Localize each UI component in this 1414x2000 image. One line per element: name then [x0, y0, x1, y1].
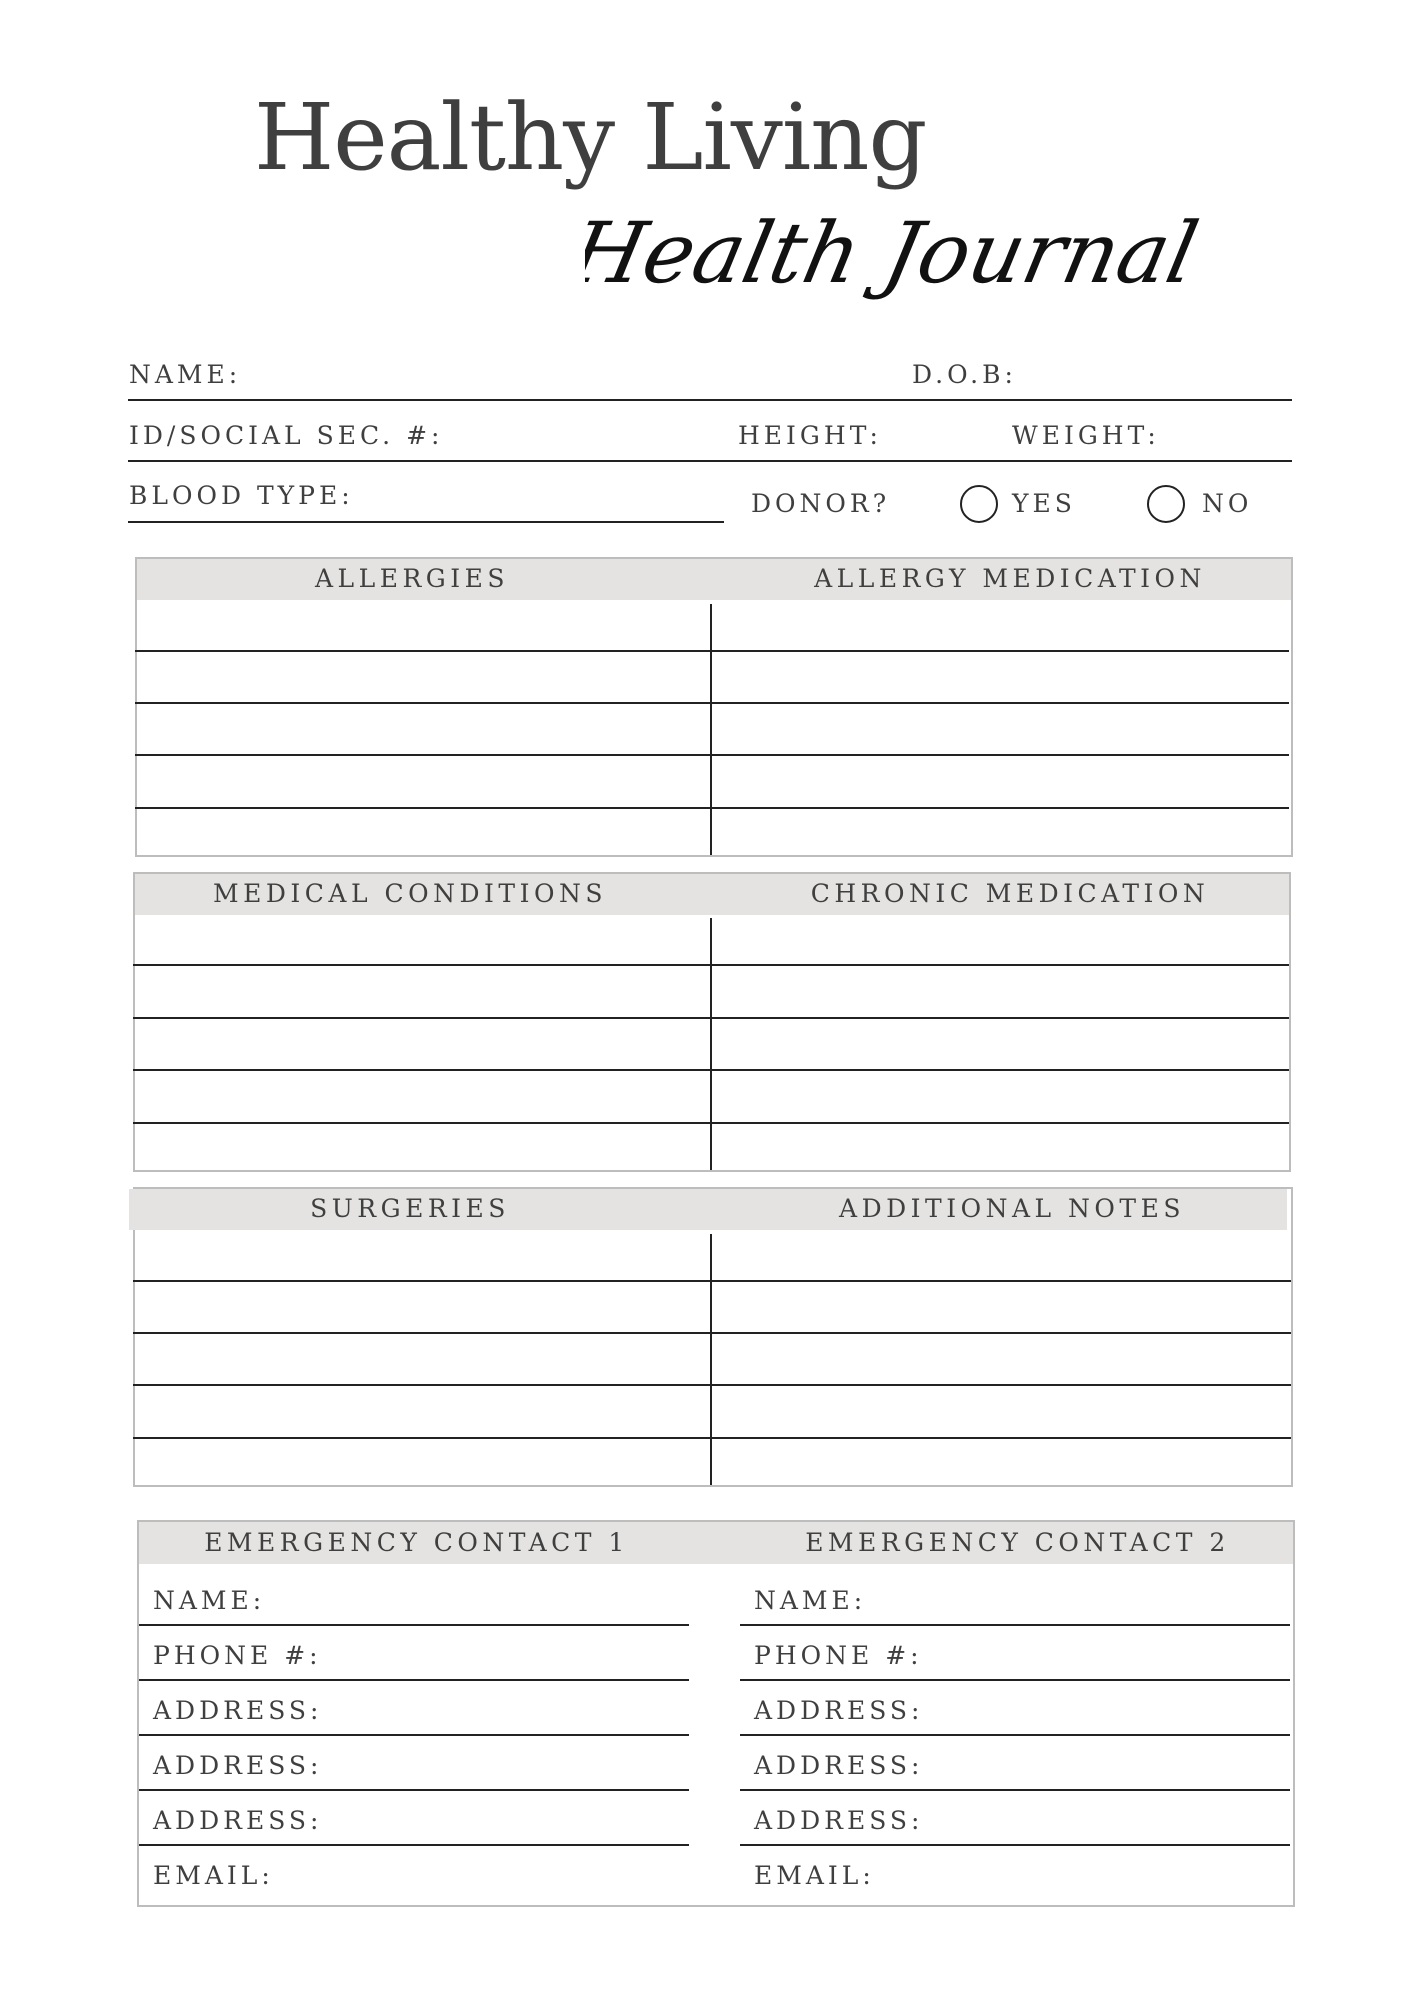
- conditions-table: [133, 872, 1291, 1172]
- table-row[interactable]: [133, 1122, 1289, 1124]
- allergies-heading: ALLERGIES: [314, 564, 510, 593]
- contact2-address-line-3[interactable]: [740, 1844, 1290, 1846]
- contact2-address-label-3: ADDRESS:: [754, 1806, 924, 1835]
- contact2-phone-label: PHONE #:: [754, 1641, 923, 1670]
- contact1-address-line-3[interactable]: [139, 1844, 689, 1846]
- name-label: NAME:: [129, 360, 242, 389]
- table-row[interactable]: [133, 1332, 1291, 1334]
- allergies-table: [135, 557, 1293, 857]
- donor-yes-radio[interactable]: [960, 485, 998, 523]
- contact1-address-line-2[interactable]: [139, 1789, 689, 1791]
- contact2-email-label: EMAIL:: [754, 1861, 875, 1890]
- contact1-address-line-1[interactable]: [139, 1734, 689, 1736]
- contact2-name-line[interactable]: [740, 1624, 1290, 1626]
- table-row[interactable]: [135, 807, 1289, 809]
- page-title: Healthy Living: [254, 84, 927, 191]
- contact2-phone-line[interactable]: [740, 1679, 1290, 1681]
- contact2-name-label: NAME:: [754, 1586, 867, 1615]
- subtitle-text: Health Journal: [585, 204, 1206, 303]
- contact1-name-line[interactable]: [139, 1624, 689, 1626]
- table-row[interactable]: [135, 650, 1289, 652]
- surgeries-heading: SURGERIES: [310, 1194, 510, 1223]
- table-row[interactable]: [135, 754, 1289, 756]
- allergies-divider: [710, 604, 712, 855]
- weight-label: WEIGHT:: [1012, 421, 1160, 450]
- id-label: ID/SOCIAL SEC. #:: [129, 421, 444, 450]
- table-row[interactable]: [133, 964, 1289, 966]
- conditions-divider: [710, 918, 712, 1170]
- donor-no-radio[interactable]: [1147, 485, 1185, 523]
- allergy-medication-heading: ALLERGY MEDICATION: [814, 564, 1206, 593]
- contact1-name-label: NAME:: [153, 1586, 266, 1615]
- contact1-address-label-3: ADDRESS:: [153, 1806, 323, 1835]
- height-label: HEIGHT:: [738, 421, 882, 450]
- table-row[interactable]: [133, 1384, 1291, 1386]
- table-row[interactable]: [133, 1437, 1291, 1439]
- table-row[interactable]: [133, 1017, 1289, 1019]
- contact1-phone-label: PHONE #:: [153, 1641, 322, 1670]
- donor-yes-label: YES: [1012, 489, 1076, 518]
- contact2-address-line-2[interactable]: [740, 1789, 1290, 1791]
- page-subtitle-script: [585, 190, 1245, 344]
- donor-no-label: NO: [1202, 489, 1253, 518]
- contact2-address-label-1: ADDRESS:: [754, 1696, 924, 1725]
- surgeries-divider: [710, 1234, 712, 1485]
- contact1-address-label-2: ADDRESS:: [153, 1751, 323, 1780]
- contact2-address-label-2: ADDRESS:: [754, 1751, 924, 1780]
- blood-type-line[interactable]: [128, 521, 724, 523]
- contact2-address-line-1[interactable]: [740, 1734, 1290, 1736]
- table-row[interactable]: [133, 1069, 1289, 1071]
- medical-conditions-heading: MEDICAL CONDITIONS: [213, 879, 607, 908]
- surgeries-table: [133, 1187, 1293, 1487]
- contact1-address-label-1: ADDRESS:: [153, 1696, 323, 1725]
- dob-label: D.O.B:: [912, 360, 1017, 389]
- additional-notes-heading: ADDITIONAL NOTES: [839, 1194, 1185, 1223]
- chronic-medication-heading: CHRONIC MEDICATION: [810, 879, 1210, 908]
- emergency-contact-2-title: EMERGENCY CONTACT 2: [805, 1528, 1230, 1557]
- blood-type-label: BLOOD TYPE:: [129, 481, 354, 510]
- table-row[interactable]: [135, 702, 1289, 704]
- contact1-email-label: EMAIL:: [153, 1861, 274, 1890]
- id-height-weight-line[interactable]: [128, 460, 1292, 462]
- name-dob-line[interactable]: [128, 399, 1292, 401]
- table-row[interactable]: [133, 1280, 1291, 1282]
- donor-label: DONOR?: [751, 489, 891, 518]
- contact1-phone-line[interactable]: [139, 1679, 689, 1681]
- emergency-contact-1-title: EMERGENCY CONTACT 1: [204, 1528, 629, 1557]
